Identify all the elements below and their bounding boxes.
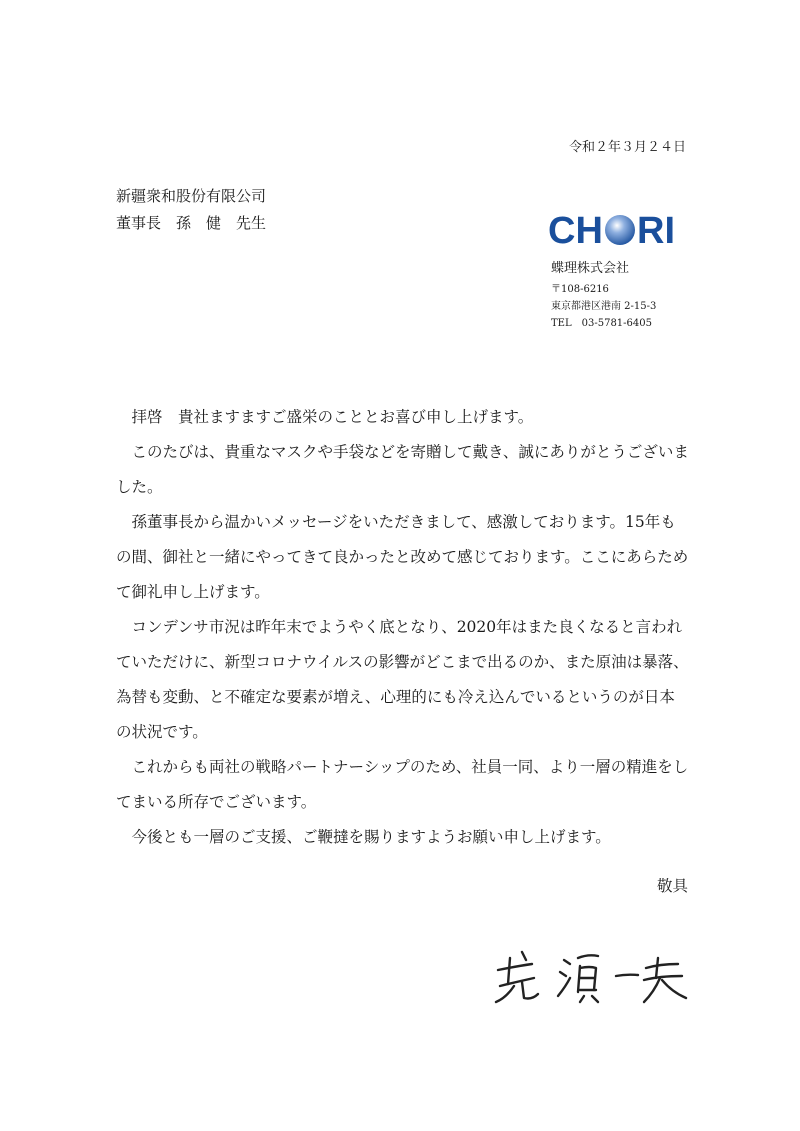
sender-address: 東京都港区港南 2-15-3: [551, 301, 657, 312]
body-paragraph: このたびは、貴重なマスクや手袋などを寄贈して戴き、誠にありがとうございました。: [116, 443, 689, 496]
letter-date: 令和２年３月２４日: [568, 140, 686, 155]
body-paragraph: 今後とも一層のご支援、ご鞭撻を賜りますようお願い申し上げます。: [131, 828, 611, 846]
recipient-title-name: 董事長 孫 健 先生: [116, 214, 267, 232]
body-paragraph: コンデンサ市況は昨年末でようやく底となり、2020年はまた良くなると言われていただけに、新型コロナウイルスの影響がどこまで出るのか、また原油は暴落、為替も変動、と不確定な要素が増え、心理的にも冷え込んでいるというのが日本の状況です。: [116, 618, 689, 741]
chori-logo: [548, 206, 688, 250]
recipient-block: [116, 183, 266, 237]
svg-text:CH: CH: [548, 210, 603, 250]
handwritten-signature: [488, 940, 698, 1010]
closing-remark: 敬具: [656, 877, 688, 895]
letter-body: [116, 400, 690, 855]
recipient-company: 新疆衆和股份有限公司: [116, 187, 267, 205]
sender-postal: 〒108-6216: [551, 284, 609, 295]
body-paragraph: これからも両社の戦略パートナーシップのため、社員一同、より一層の精進をしてまいる所存でございます。: [116, 758, 689, 811]
svg-text:RI: RI: [637, 210, 675, 250]
sender-address-block: [551, 281, 656, 332]
body-paragraph: 孫董事長から温かいメッセージをいただきまして、感激しております。15年もの間、御社と一緒にやってきて良かったと改めて感じております。ここにあらためて御礼申し上げます。: [116, 513, 689, 601]
sender-tel: TEL 03-5781-6405: [551, 318, 652, 329]
body-paragraph: 拝啓 貴社ますますご盛栄のこととお喜び申し上げます。: [131, 408, 534, 426]
sender-company: 蝶理株式会社: [551, 261, 630, 276]
